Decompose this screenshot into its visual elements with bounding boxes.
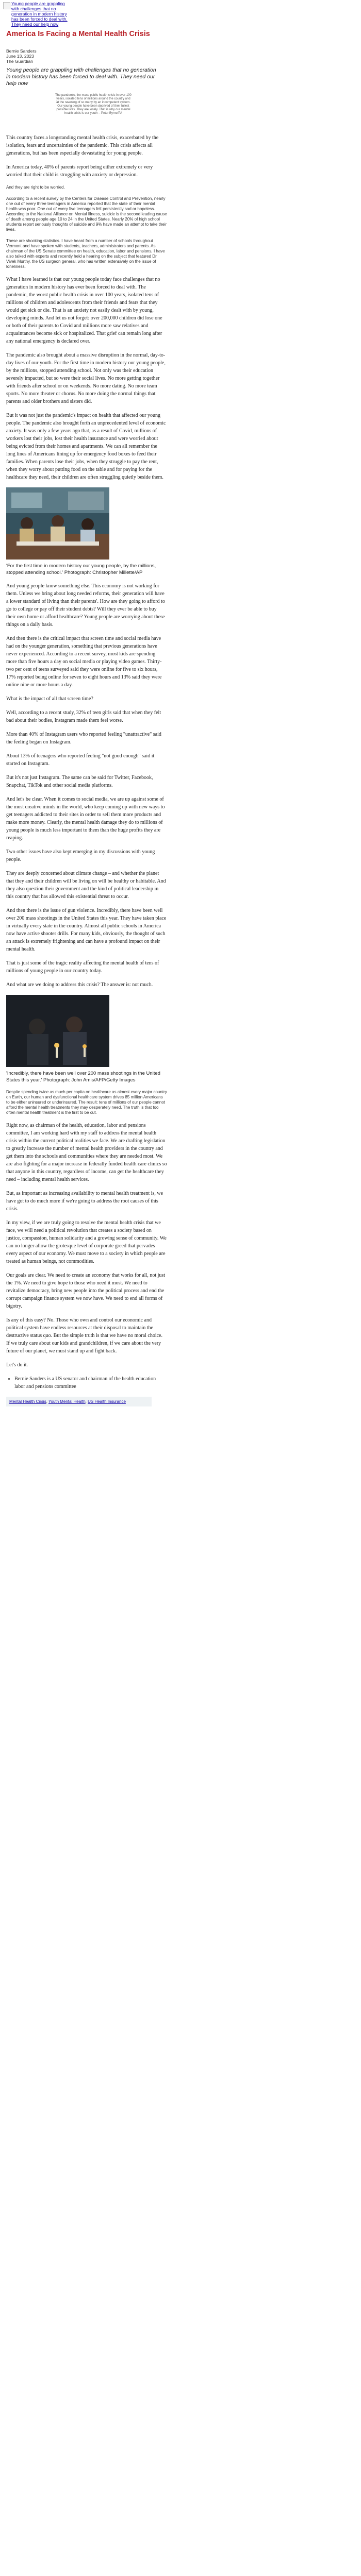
paragraph: And young people know something else. This economy is not working for them. Unless we bring about long needed reforms, their generation will have a lower standard of living than their parents'. How are they going to afford to go to college or pay off their student debts? Will they ever be able to buy their own home or afford healthcare? Young people are worrying about these things on a daily basis. (6, 583, 165, 628)
paragraph: Well, according to a recent study, 32% of teen girls said that when they felt bad about their bodies, Instagram made them feel worse. (6, 710, 161, 723)
paragraph: What I have learned is that our young people today face challenges that no generation in modern history has ever been forced to deal with. The pandemic, the worst public health crisis in over 100 years, isolated tens of millions of children and adolescents from their friends and fears that they would get sick or die. That is an anxiety not easily dealt with by young, developing minds. And let us not forget: over 200,000 children did lose one or both of their parents to Covid and millions more saw relatives and acquaintances become sick or hospitalized. That grief can remain long after any national emergency is declared over. (6, 277, 162, 344)
paragraph: About 13% of teenagers who reported feeling "not good enough" said it started on Instagram. (6, 753, 155, 767)
paragraph: And then there is the critical impact that screen time and social media have had on the younger generation, something that previous generations have never experienced. According to a recent survey, most kids are spending more than five hours a day on social media or playing video games. Thirty-two per cent of teens surveyed said they were online for five to six hours, 17% reported being online for seven to eight hours and 13% said they were online nine or more hours a day. (6, 636, 162, 688)
paragraph: And then there is the issue of gun violence. Incredibly, there have been well over 200 mass shootings in the United States this year. They have taken place in virtually every state in the country. Almost all public schools in America now have active shooter drills. For many kids, obviously, the thought of such an attack is extremely frightening and can have a profound impact on their mental health. (6, 908, 167, 952)
paragraph: This country faces a longstanding mental health crisis, exacerbated by the isolation, fears and uncertainties of the pandemic. This crisis affects all generations, but has been especially devastating for young people. (6, 135, 159, 156)
banner-image-alt-link[interactable]: Young people are grappling with challenges that no generation in modern history has been forced to deal with. They need our help now (11, 1, 68, 27)
paragraph: In my view, if we are truly going to resolve the mental health crisis that we face, we will need a political revolution that creates a society based on justice, compassion, human solidarity and a growing sense of community. We can no longer allow the grotesque level of corporate greed that pervades every aspect of our economy. We must move to a society in which people are treated as human beings, not commodities. (6, 1220, 167, 1264)
paragraph: More than 40% of Instagram users who reported feeling "unattractive" said the feeling began on Instagram. (6, 732, 161, 745)
paragraph: According to a recent survey by the Centers for Disease Control and Prevention, nearly one out of every three teenagers in America reported that the state of their mental health was poor. One out of every five teenagers felt persistently sad or hopeless. According to the National Alliance on Mental Illness, suicide is the second leading cause of death among people age 10 to 24 in the United States. Nearly 20% of high school students report seriously thoughts of suicide and 9% have made an attempt to take their lives. (6, 196, 167, 232)
paragraph: Despite spending twice as much per capita on healthcare as almost every major country on Earth, our human and dysfunctional healthcare system drives 85 million Americans to be either uninsured or underinsured. The result: tens of millions of our people cannot afford the mental health treatments they may desperately need. The truth is that too often mental health treatment is the first to be cut. (6, 1090, 167, 1115)
paragraph: In America today, 40% of parents report being either extremely or very worried that their child is struggling with anxiety or depression. (6, 164, 153, 178)
paragraph: These are shocking statistics. I have heard from a number of schools throughout Vermont and have spoken with students, teachers, administrators and parents. As chairman of the US Senate committee on health, education, labor and pensions, I have also talked with experts and recently held a hearing on the subject that featured Dr Vivek Murthy, the US surgeon general, who has written extensively on the issue of loneliness. (6, 239, 165, 269)
tag-link[interactable]: Mental Health Crisis (9, 1399, 46, 1404)
photo-caption: 'For the first time in modern history our young people, by the millions, stopped attending school.' Photograph: Christopher Millette/AP (6, 563, 156, 575)
paragraph: What is the impact of all that screen time? (6, 696, 93, 702)
paragraph: Is any of this easy? No. Those who own and control our economic and political system have endless resources at their disposal to maintain the destructive status quo. But the simple truth is that we have no moral choice. If we truly care about our kids and grandchildren, if we care about the very future of our planet, we must stand up and fight back. (6, 1317, 162, 1354)
paragraph: Our goals are clear. We need to create an economy that works for all, not just the 1%. We need to give hope to those who need it most. We need to revitalize democracy, bring new people into the political process and end the corrupt campaign finance system we now have. We need to end all forms of bigotry. (6, 1273, 166, 1309)
paragraph: But it was not just the pandemic's impact on health that affected our young people. The pandemic also brought forth an unprecedented level of economic anxiety. It was only a few years ago that, as a result of Covid, millions of workers lost their jobs, lost their health insurance and were worried about being evicted from their homes and apartments. We can all remember the long lines of Americans lining up for emergency food boxes to feed their families. When parents lose their jobs, when they struggle to pay the rent, when they worry about putting food on the table and for paying for the healthcare they need, their children are often struggling quietly beside them. (6, 413, 166, 480)
article-body (6, 134, 167, 1406)
paragraph: And let's be clear. When it comes to social media, we are up against some of the most creative minds in the world, who keep coming up with new ways to get teenagers addicted to their sites in order to sell them more products and make more money. Clearly, the mental health damage they do to millions of young people is much less important to them than the huge profits they are reaping. (6, 796, 165, 841)
date: June 13, 2023 (6, 54, 34, 59)
paragraph: But it's not just Instagram. The same can be said for Twitter, Facebook, Snapchat, TikTok and other social media platforms. (6, 775, 153, 788)
vigil-caption: 'Incredibly, there have been well over 200 mass shootings in the United States this year.' Photograph: John Amis/AFP/Getty Images (6, 1071, 160, 1083)
tag-link[interactable]: US Health Insurance (88, 1399, 126, 1404)
standfirst: Young people are grappling with challenges that no generation in modern history has been forced to deal with. They need our help now (6, 67, 156, 87)
tag-list: Mental Health Crisis, Youth Mental Health, US Health Insurance (6, 1397, 152, 1406)
paragraph: The pandemic also brought about a massive disruption in the normal, day-to-day lives of our youth. For the first time in modern history our young people, by the millions, stopped attending school. Not only was their education severely impacted, but so were their social lives. No more getting together with friends after school or on weekends. No more dating. No more team sports. No more theater or chorus. No more doing the normal things that parents and older brothers and sisters did. (6, 352, 166, 404)
author-bio-list (6, 1375, 167, 1391)
header-banner (3, 1, 166, 27)
vigil-photo (6, 995, 109, 1067)
vigil-photo-illustration (6, 995, 109, 1067)
broken-image-icon (3, 2, 10, 9)
classroom-photo-illustration (6, 487, 109, 560)
byline (6, 48, 37, 64)
paragraph: And what are we doing to address this crisis? The answer is: not much. (6, 982, 153, 988)
paragraph: That is just some of the tragic reality affecting the mental health of tens of millions of young people in our country today. (6, 960, 159, 974)
newsletter-page (3, 1, 167, 1404)
paragraph: They are deeply concerned about climate change – and whether the planet that they and their children will be living on will be healthy or habitable. And they also question their government and the kind of political leadership in this country that has allowed this existential threat to occur. (6, 871, 166, 900)
paragraph: Let's do it. (6, 1362, 28, 1368)
tag-link[interactable]: Youth Mental Health (48, 1399, 86, 1404)
publication: The Guardian (6, 59, 33, 64)
paragraph: And they are right to be worried. (6, 185, 65, 190)
paragraph: But, as important as increasing availability to mental health treatment is, we have got to do much more if we're going to address the root causes of this crisis. (6, 1191, 163, 1212)
article-title[interactable]: America Is Facing a Mental Health Crisis (6, 30, 150, 38)
author: Bernie Sanders (6, 48, 37, 54)
classroom-photo (6, 487, 109, 560)
pull-quote: The pandemic, the mass public health crisis in over 100 years, isolated tens of millions around the country and at the ravening of so many by an incompetent system. Our young people have been deprived of their fullest possible lives. They are lonely. That is why our mental health crisis is our youth – Peter Byrne/PA (55, 94, 132, 115)
author-bio: • Bernie Sanders is a US senator and chairman of the health education labor and pensions committee (14, 1375, 167, 1391)
paragraph: Right now, as chairman of the health, education, labor and pensions committee, I am working hard with my staff to address the mental health crisis within the current political realities we face. We are drafting legislation to greatly increase the number of mental health providers in the country and get them into the schools and communities where they are needed most. We are also fighting for a major increase in federally funded health care clinics so that anyone in this country, regardless of income, can get the healthcare they need – including mental health services. (6, 1123, 167, 1182)
paragraph: Two other issues have also kept emerging in my discussions with young people. (6, 849, 155, 862)
